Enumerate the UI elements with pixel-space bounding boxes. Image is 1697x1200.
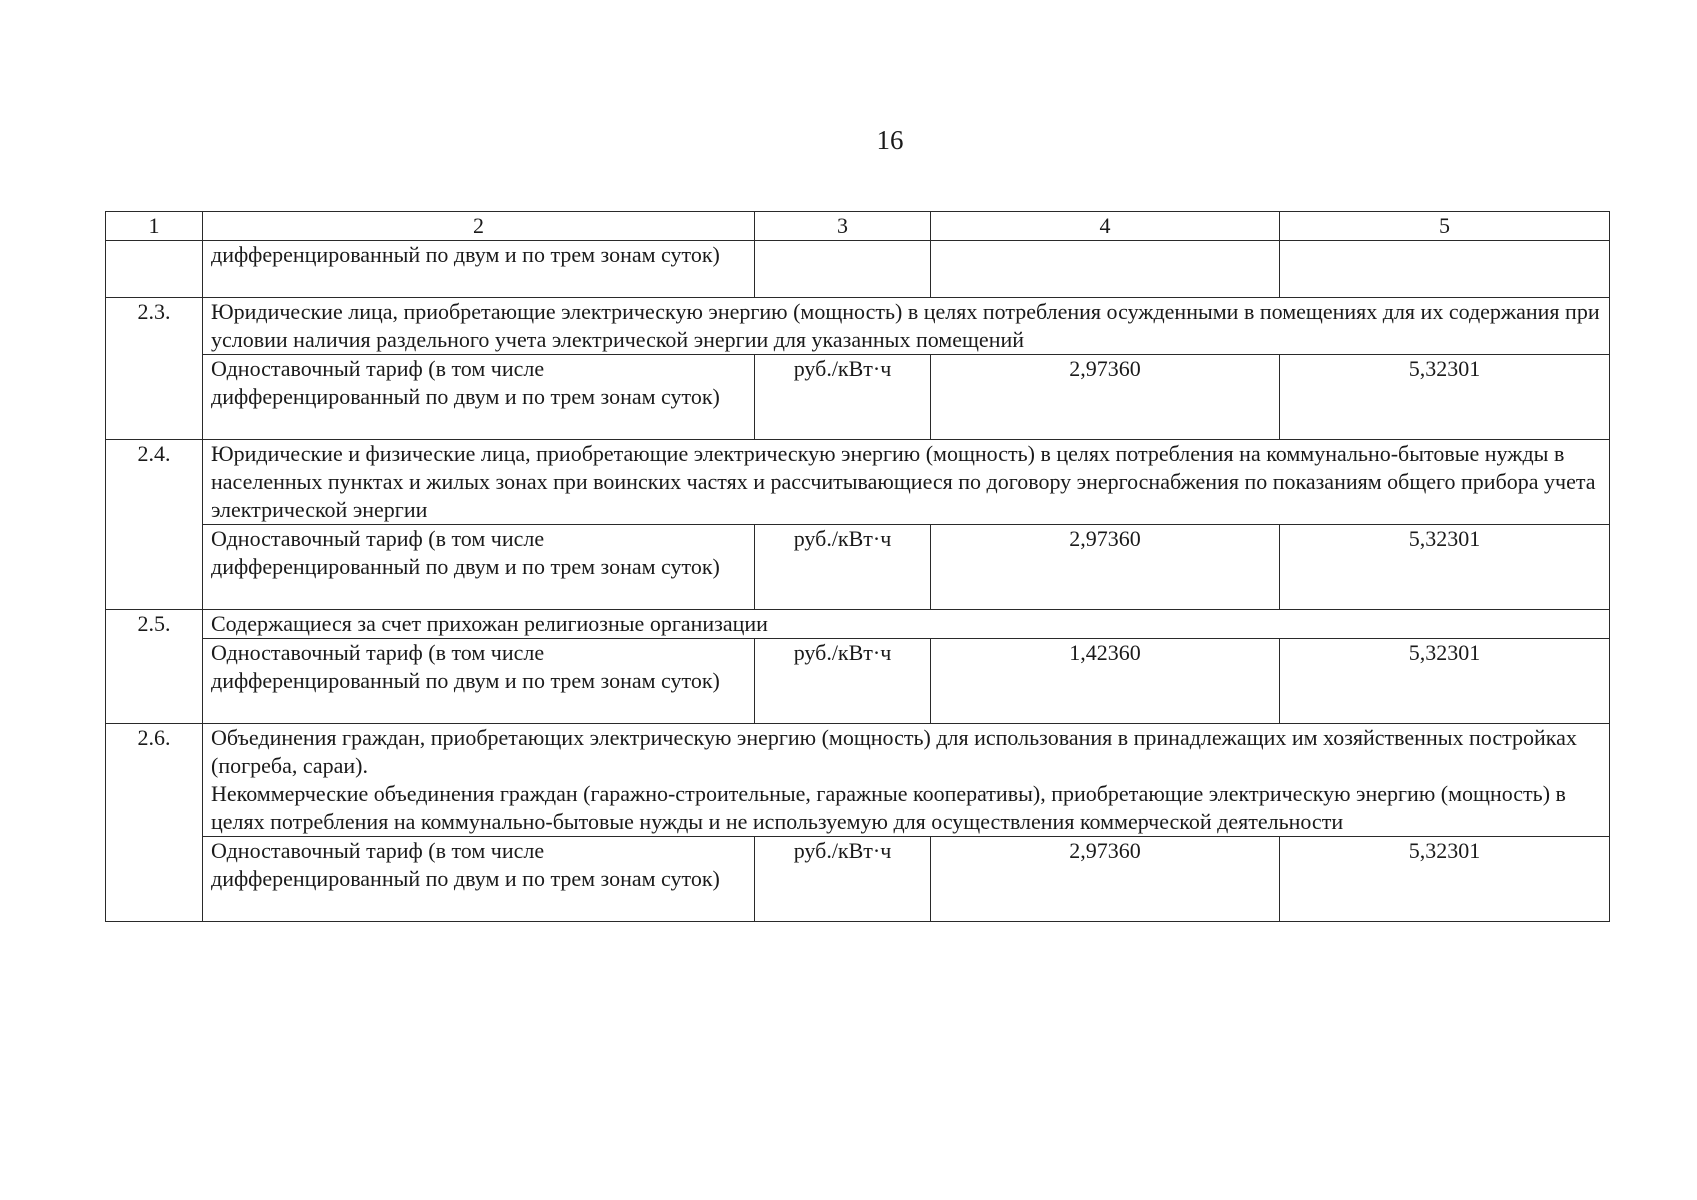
tariff-label: Одноставочный тариф (в том числе дифференцированный по двум и по трем зонам суток) (203, 639, 755, 724)
tariff-value-4: 1,42360 (931, 639, 1280, 724)
section-title: Содержащиеся за счет прихожан религиозные организации (203, 610, 1610, 639)
continuation-value-4 (931, 241, 1280, 298)
section-title-row (106, 440, 1610, 525)
section-number: 2.6. (106, 724, 203, 922)
continuation-value-5 (1280, 241, 1610, 298)
section-title: Юридические лица, приобретающие электрическую энергию (мощность) в целях потребления осужденными в помещениях для их содержания при условии наличия раздельного учета электрической энергии для указанных помещений (203, 298, 1610, 355)
continuation-text: дифференцированный по двум и по трем зонам суток) (203, 241, 755, 298)
continuation-unit (755, 241, 931, 298)
tariff-label: Одноставочный тариф (в том числе дифференцированный по двум и по трем зонам суток) (203, 355, 755, 440)
tariff-value-4: 2,97360 (931, 837, 1280, 922)
section-title-row (106, 298, 1610, 355)
section-title: Юридические и физические лица, приобретающие электрическую энергию (мощность) в целях потребления на коммунально-бытовые нужды в населенных пунктах и жилых зонах при воинских частях и рассчитывающиеся по договору энергоснабжения по показаниям общего прибора учета электрической энергии (203, 440, 1610, 525)
section-title-extra: Некоммерческие объединения граждан (гаражно-строительные, гаражные кооперативы), приобретающие электрическую энергию (мощность) в целях потребления на коммунально-бытовые нужды и не используемую для осуществления коммерческой деятельности (211, 781, 1566, 834)
section-title-cell (203, 724, 1610, 837)
section-number: 2.3. (106, 298, 203, 440)
tariff-value-5: 5,32301 (1280, 355, 1610, 440)
column-header-3: 3 (755, 212, 931, 241)
continuation-number-cell (106, 241, 203, 298)
tariff-label: Одноставочный тариф (в том числе дифференцированный по двум и по трем зонам суток) (203, 837, 755, 922)
tariff-value-5: 5,32301 (1280, 525, 1610, 610)
tariff-row (106, 355, 1610, 440)
column-header-5: 5 (1280, 212, 1610, 241)
section-number: 2.5. (106, 610, 203, 724)
tariff-unit: руб./кВт·ч (755, 525, 931, 610)
section-number: 2.4. (106, 440, 203, 610)
tariff-table (105, 211, 1610, 922)
section-title-row (106, 610, 1610, 639)
column-header-4: 4 (931, 212, 1280, 241)
tariff-unit: руб./кВт·ч (755, 639, 931, 724)
page-number: 16 (876, 125, 904, 155)
tariff-value-4: 2,97360 (931, 355, 1280, 440)
tariff-row (106, 525, 1610, 610)
column-header-1: 1 (106, 212, 203, 241)
tariff-value-5: 5,32301 (1280, 837, 1610, 922)
tariff-row (106, 639, 1610, 724)
tariff-label: Одноставочный тариф (в том числе дифференцированный по двум и по трем зонам суток) (203, 525, 755, 610)
section-title-row (106, 724, 1610, 837)
column-header-2: 2 (203, 212, 755, 241)
tariff-value-5: 5,32301 (1280, 639, 1610, 724)
tariff-unit: руб./кВт·ч (755, 355, 931, 440)
section-title: Объединения граждан, приобретающих электрическую энергию (мощность) для использования в принадлежащих им хозяйственных постройках (погреба, сараи). (211, 725, 1577, 778)
tariff-row (106, 837, 1610, 922)
table-header-row (106, 212, 1610, 241)
continuation-row (106, 241, 1610, 298)
tariff-unit: руб./кВт·ч (755, 837, 931, 922)
tariff-value-4: 2,97360 (931, 525, 1280, 610)
